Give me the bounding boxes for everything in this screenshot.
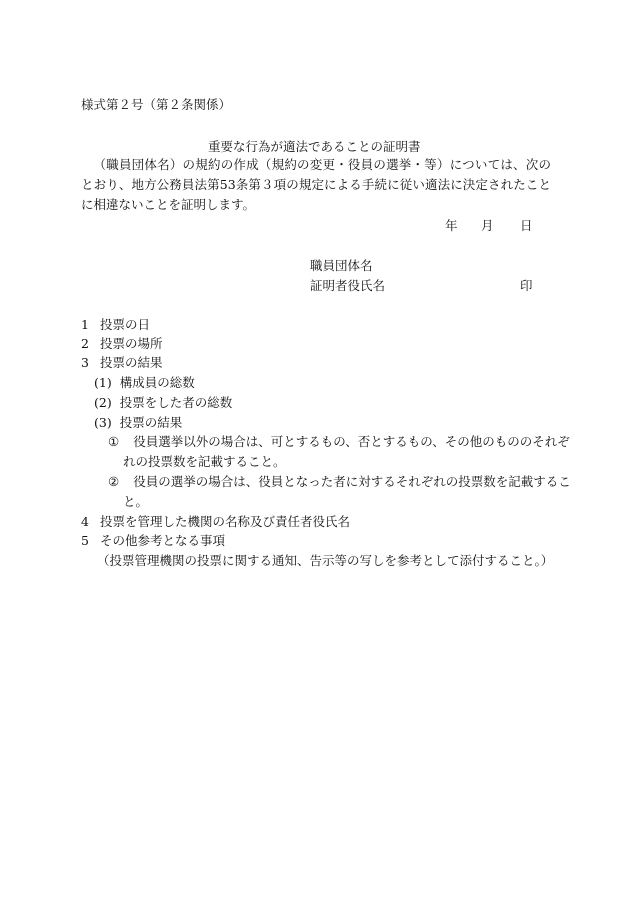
sub-list-item [94, 393, 232, 411]
item-text: 投票の結果 [99, 355, 163, 370]
circled-item-number: ② [108, 474, 120, 489]
item-text: 投票を管理した機関の名称及び責任者役氏名 [99, 514, 350, 529]
item-text: 投票の場所 [99, 336, 163, 351]
circled-item-text: 役員の選挙の場合は、役員となった者に対するそれぞれの投票数を記載すること。 [123, 474, 571, 509]
circled-item-text: 役員選挙以外の場合は、可とするもの、否とするもの、その他のもののそれぞれの投票数を記載すること。 [123, 434, 570, 469]
attachment-note: （投票管理機関の投票に関する通知、告示等の写しを参考として添付すること。） [97, 553, 554, 568]
list-item [81, 315, 150, 333]
certification-statement: （職員団体名）の規約の作成（規約の変更・役員の選挙・等）については、次のとおり、地方公務員法第53条第３項の規定による手続に従い適法に決定されたことに相違ないことを証明します。 [81, 157, 551, 212]
org-name-label: 職員団体名 [310, 258, 373, 273]
sub-item-number: (3) [94, 415, 112, 430]
date-month-label: 月 [481, 218, 494, 233]
seal-mark: 印 [520, 278, 533, 293]
list-item [81, 334, 162, 352]
sub-item-text: 構成員の総数 [119, 375, 195, 390]
list-item [81, 353, 162, 371]
circled-item-number: ① [108, 434, 120, 449]
item-text: 投票の日 [99, 317, 150, 332]
item-text: その他参考となる事項 [99, 533, 225, 548]
sub-item-text: 投票をした者の総数 [119, 395, 233, 410]
form-number: 様式第２号（第２条関係） [81, 97, 232, 112]
circled-list-item [98, 432, 581, 472]
sub-list-item [94, 373, 195, 391]
list-item [81, 512, 350, 530]
item-number: 1 [81, 317, 89, 332]
item-number: 5 [81, 533, 89, 548]
item-number: 3 [81, 355, 89, 370]
sub-item-text: 投票の結果 [119, 415, 183, 430]
date-day-label: 日 [520, 218, 533, 233]
date-year-label: 年 [445, 218, 458, 233]
list-item [81, 531, 225, 549]
sub-list-item [94, 413, 182, 431]
certifier-name-label: 証明者役氏名 [310, 278, 386, 293]
sub-item-number: (2) [94, 395, 112, 410]
item-number: 2 [81, 336, 89, 351]
sub-item-number: (1) [94, 375, 112, 390]
item-number: 4 [81, 514, 89, 529]
document-title: 重要な行為が適法であることの証明書 [208, 139, 421, 154]
circled-list-item [98, 472, 581, 512]
